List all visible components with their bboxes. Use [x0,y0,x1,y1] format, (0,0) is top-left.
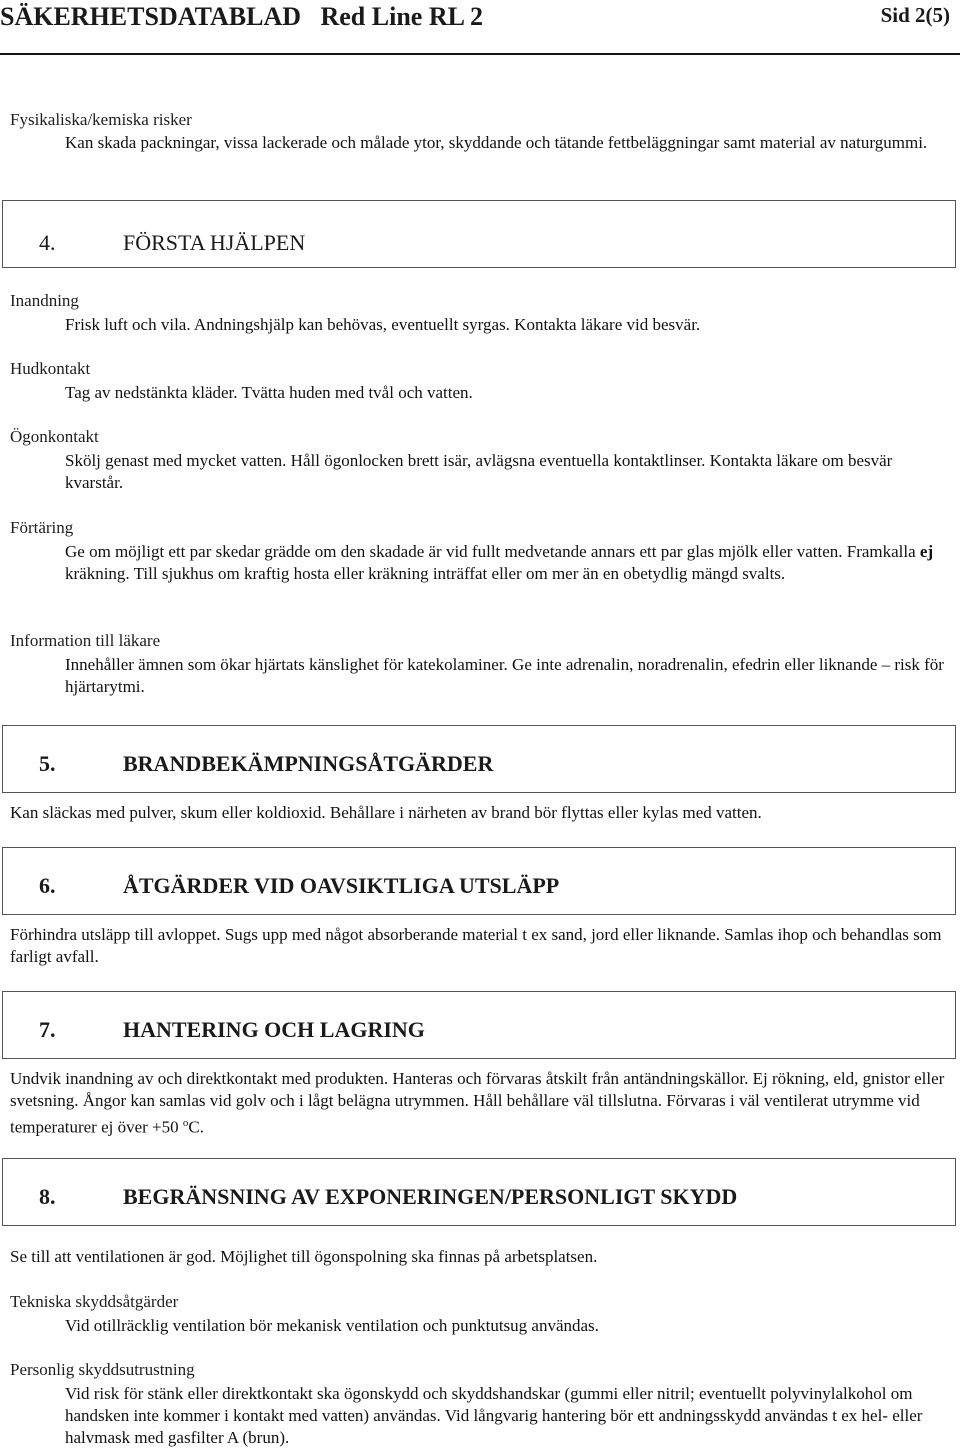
degree-sup: o [182,1117,189,1129]
document-header [0,0,960,40]
tekniska-label: Tekniska skyddsåtgärder [10,1292,179,1311]
tekniska-text: Vid otillräcklig ventilation bör mekanisk ventilation och punktutsug användas. [65,1316,599,1335]
fortaring-text-bold: ej [919,542,934,561]
fortaring-text-b: kräkning. Till sjukhus om kraftig hosta eller kräkning inträffat eller om mer än en obetydlig mängd svalts. [65,564,786,583]
section-5-header [2,725,956,793]
section-8-number: 8. [39,1184,56,1209]
hudkontakt-label: Hudkontakt [10,359,91,378]
ogonkontakt-text: Skölj genast med mycket vatten. Håll ögonlocken brett isär, avlägsna eventuella kontaktlinser. Kontakta läkare om besvär kvarstår. [65,451,893,492]
page-number: Sid 2(5) [880,3,950,27]
section-8-title: BEGRÄNSNING AV EXPONERINGEN/PERSONLIGT SKYDD [123,1184,738,1209]
section-7-text-a: Undvik inandning av och direktkontakt med produkten. Hanteras och förvaras åtskilt från antändningskällor. Ej rökning, eld, gnistor eller svetsning. Ångor kan samlas vid golv och i lågt belägna utrymmen. Håll behållare väl tillslutna. Förvaras i väl ventilerat utrymme vid temperaturer ej över +50 [10,1069,945,1137]
inandning-text: Frisk luft och vila. Andningshjälp kan behövas, eventuellt syrgas. Kontakta läkare vid besvär. [65,315,701,334]
section-5-title: BRANDBEKÄMPNINGSÅTGÄRDER [123,751,494,776]
information-text: Innehåller ämnen som ökar hjärtats känslighet för katekolaminer. Ge inte adrenalin, noradrenalin, efedrin eller liknande – risk för hjärtarytmi. [65,655,944,696]
fortaring-label: Förtäring [10,518,74,537]
section-7-number: 7. [39,1017,56,1042]
section-7-text [10,1068,945,1139]
personlig-label: Personlig skyddsutrustning [10,1360,195,1379]
fortaring-text-a: Ge om möjligt ett par skedar grädde om den skadade är vid fullt medvetande annars ett par glas mjölk eller vatten. Framkalla [65,542,920,561]
fortaring-text [65,541,945,585]
information-label: Information till läkare [10,631,161,650]
section-4-header [2,200,956,268]
header-rule [0,53,960,55]
ogonkontakt-label: Ögonkontakt [10,427,99,446]
document-title: SÄKERHETSDATABLAD Red Line RL 2 [0,2,484,31]
section-5-text: Kan släckas med pulver, skum eller koldioxid. Behållare i närheten av brand bör flyttas eller kylas med vatten. [10,803,762,822]
section-7-header [2,991,956,1059]
fysikaliska-text: Kan skada packningar, vissa lackerade och målade ytor, skyddande och tätande fettbeläggningar samt material av naturgummi. [65,133,928,152]
inandning-label: Inandning [10,291,79,310]
section-8-header [2,1158,956,1226]
section-7-title: HANTERING OCH LAGRING [123,1017,425,1042]
fysikaliska-label: Fysikaliska/kemiska risker [10,110,192,129]
personlig-text: Vid risk för stänk eller direktkontakt ska ögonskydd och skyddshandskar (gummi eller nitril; eventuellt polyvinylalkohol om handsken inte kommer i kontakt med vatten) användas. Vid långvarig hantering bör ett andningsskydd användas t ex hel- eller halvmask med gasfilter A (brun). [65,1384,923,1447]
section-7-text-b: C. [188,1117,204,1137]
section-6-number: 6. [39,873,56,898]
section-6-header [2,847,956,915]
section-6-title: ÅTGÄRDER VID OAVSIKTLIGA UTSLÄPP [123,873,560,898]
section-6-text: Förhindra utsläpp till avloppet. Sugs upp med något absorberande material t ex sand, jord eller liknande. Samlas ihop och behandlas som farligt avfall. [10,925,942,966]
hudkontakt-text: Tag av nedstänkta kläder. Tvätta huden med tvål och vatten. [65,383,473,402]
section-4-title: FÖRSTA HJÄLPEN [123,230,306,255]
section-4-number: 4. [39,230,56,255]
section-5-number: 5. [39,751,56,776]
section-8-text: Se till att ventilationen är god. Möjlighet till ögonspolning ska finnas på arbetsplatsen. [10,1247,598,1266]
